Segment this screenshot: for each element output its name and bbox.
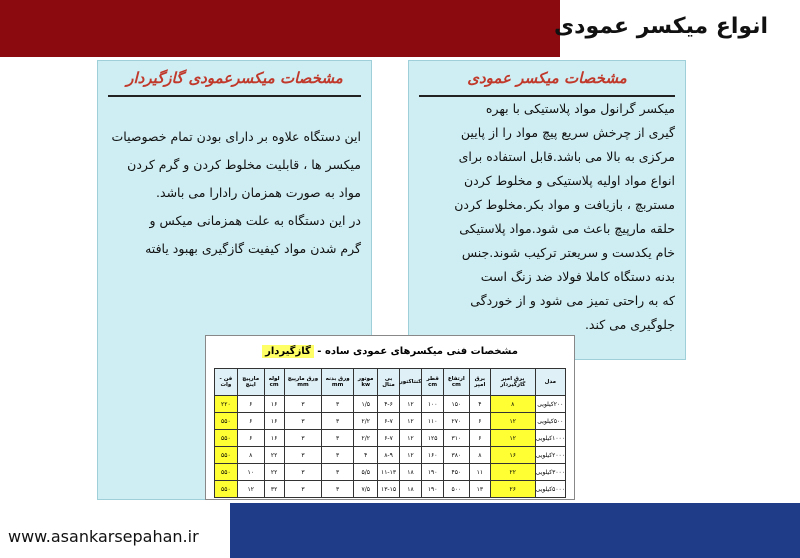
spec-table-cell: ۱۶ — [264, 396, 284, 413]
spec-table-cell: ۱۱ — [469, 464, 490, 481]
spec-table-cell: ۶ — [469, 413, 490, 430]
spec-table-cell: ۲۰۰کیلویی — [535, 396, 565, 413]
spec-table-header-cell: ورق مارپیچ mm — [284, 369, 322, 396]
spec-table-header-cell: ارتفاع cm — [443, 369, 469, 396]
spec-table-cell: ۱۱-۱۳ — [378, 464, 399, 481]
spec-table-cell: ۱۸ — [399, 464, 422, 481]
spec-table-cell: ۲۲ — [264, 464, 284, 481]
spec-table-cell: ۶-۷ — [378, 413, 399, 430]
spec-table-title — [206, 346, 574, 357]
spec-table-cell: ۶ — [469, 430, 490, 447]
spec-table-header-row — [215, 369, 566, 396]
spec-table-cell: ۱۳-۱۵ — [378, 481, 399, 498]
spec-table-cell: ۱/۵ — [354, 396, 378, 413]
website-url: www.asankarsepahan.ir — [8, 527, 199, 546]
table-row — [215, 413, 566, 430]
spec-table-title-highlight: گازگیردار — [262, 345, 314, 358]
spec-table-cell: ۱۰۰ — [422, 396, 443, 413]
table-row — [215, 464, 566, 481]
spec-table-card — [205, 335, 575, 500]
spec-table-cell: ۱۸ — [399, 481, 422, 498]
spec-table-cell: ۱۶۰ — [422, 447, 443, 464]
spec-table-cell: ۴ — [354, 447, 378, 464]
spec-table-cell: ۶ — [237, 396, 264, 413]
spec-table-cell: ۸ — [237, 447, 264, 464]
spec-table-cell: ۱۶ — [264, 413, 284, 430]
spec-table-cell: ۳ — [322, 413, 354, 430]
description-line: بدنه دستگاه کاملا فولاد ضد زنگ است — [480, 269, 675, 284]
title-area — [554, 0, 800, 57]
spec-table-cell: ۳ — [284, 396, 322, 413]
spec-table-cell: ۳ — [284, 430, 322, 447]
spec-table-header-cell: قطر cm — [422, 369, 443, 396]
spec-table-body — [215, 396, 566, 498]
spec-table-cell: ۷/۵ — [354, 481, 378, 498]
spec-table-cell: ۶ — [237, 413, 264, 430]
spec-table-cell: ۱۰ — [237, 464, 264, 481]
spec-table-header-cell: برق امپر — [469, 369, 490, 396]
degassing-mixer-description — [98, 123, 371, 263]
page-title: انواع میکسر عمودی — [554, 14, 768, 39]
vertical-mixer-description — [409, 97, 685, 337]
spec-table-cell: ۳ — [322, 447, 354, 464]
spec-table-cell: ۳۸۰ — [443, 447, 469, 464]
spec-table-cell: ۳۰۰۰کیلویی — [535, 464, 565, 481]
description-line: مستربچ ، بازیافت و مواد بکر.مخلوط کردن — [454, 197, 675, 212]
spec-table-cell: ۴-۶ — [378, 396, 399, 413]
spec-table-cell: ۳۱۰ — [443, 430, 469, 447]
spec-table-cell: ۵۵۰ — [215, 481, 238, 498]
spec-table-cell: ۱۲ — [490, 430, 535, 447]
spec-table-cell: ۱۹۰ — [422, 481, 443, 498]
spec-table-header-cell: مارپیچ اینچ — [237, 369, 264, 396]
spec-table-cell: ۱۶ — [490, 447, 535, 464]
spec-table-cell: ۲/۲ — [354, 413, 378, 430]
spec-table — [214, 368, 566, 498]
spec-table-cell: ۳ — [322, 430, 354, 447]
spec-table-header-cell: فن - وات — [215, 369, 238, 396]
description-line: خام یکدست و سریعتر ترکیب شوند.جنس — [461, 245, 675, 260]
description-line: در این دستگاه به علت همزمانی میکس و — [149, 213, 361, 228]
description-line: مرکزی به بالا می باشد.قابل استفاده برای — [458, 149, 675, 164]
degassing-mixer-heading: مشخصات میکسرعمودی گازگیردار — [126, 69, 343, 87]
spec-table-cell: ۲۲۰ — [215, 396, 238, 413]
spec-table-cell: ۱۰۰۰کیلویی — [535, 430, 565, 447]
spec-table-cell: ۱۲ — [399, 396, 422, 413]
spec-table-cell: ۵۰۰کیلویی — [535, 413, 565, 430]
description-line: گرم شدن مواد کیفیت گازگیری بهبود یافته — [145, 241, 361, 256]
bottom-banner-blue — [230, 503, 800, 558]
spec-table-cell: ۵۰۰۰کیلویی — [535, 481, 565, 498]
spec-table-cell: ۳۲ — [264, 481, 284, 498]
table-row — [215, 396, 566, 413]
spec-table-header-cell: ورق بدنه mm — [322, 369, 354, 396]
spec-table-cell: ۳ — [284, 447, 322, 464]
spec-table-cell: ۱۲ — [399, 413, 422, 430]
spec-table-header-cell: لوله cm — [264, 369, 284, 396]
spec-table-cell: ۳ — [322, 481, 354, 498]
table-row — [215, 447, 566, 464]
spec-table-cell: ۵۵۰ — [215, 447, 238, 464]
spec-table-cell: ۵/۵ — [354, 464, 378, 481]
spec-table-header-cell: برق امپر گازگیردار — [490, 369, 535, 396]
vertical-mixer-heading: مشخصات میکسر عمودی — [467, 69, 627, 87]
spec-table-cell: ۵۵۰ — [215, 413, 238, 430]
spec-table-cell: ۴ — [469, 396, 490, 413]
description-line: انواع مواد اولیه پلاستیکی و مخلوط کردن — [464, 173, 675, 188]
spec-table-cell: ۲۰۰۰کیلویی — [535, 447, 565, 464]
spec-table-header-cell: کنتاکتور — [399, 369, 422, 396]
spec-table-cell: ۵۵۰ — [215, 430, 238, 447]
spec-table-cell: ۳ — [322, 396, 354, 413]
spec-table-cell: ۱۲ — [237, 481, 264, 498]
spec-table-header-cell: بی متال — [378, 369, 399, 396]
description-line: میکسر گرانول مواد پلاستیکی با بهره — [485, 101, 675, 116]
spec-table-cell: ۲۷۰ — [443, 413, 469, 430]
table-row — [215, 430, 566, 447]
description-line: جلوگیری می کند. — [584, 317, 675, 332]
spec-table-cell: ۲/۲ — [354, 430, 378, 447]
spec-table-cell: ۱۹۰ — [422, 464, 443, 481]
spec-table-cell: ۲۲ — [264, 447, 284, 464]
spec-table-cell: ۳ — [322, 464, 354, 481]
spec-table-cell: ۱۵۰ — [443, 396, 469, 413]
spec-table-cell: ۱۱۰ — [422, 413, 443, 430]
spec-table-cell: ۶ — [237, 430, 264, 447]
description-line: میکسر ها ، قابلیت مخلوط کردن و گرم کردن — [127, 157, 361, 172]
description-line: که به راحتی تمیز می شود و از خوردگی — [470, 293, 675, 308]
spec-table-cell: ۲۶ — [490, 481, 535, 498]
spec-table-cell: ۵۰۰ — [443, 481, 469, 498]
spec-table-cell: ۸ — [490, 396, 535, 413]
spec-table-cell: ۴۵۰ — [443, 464, 469, 481]
spec-table-cell: ۲۲ — [490, 464, 535, 481]
spec-table-cell: ۸-۹ — [378, 447, 399, 464]
spec-table-cell: ۱۲ — [399, 430, 422, 447]
spec-table-cell: ۶-۷ — [378, 430, 399, 447]
spec-table-cell: ۱۲ — [490, 413, 535, 430]
spec-table-cell: ۵۵۰ — [215, 464, 238, 481]
spec-table-cell: ۳ — [284, 481, 322, 498]
vertical-mixer-specs-panel — [408, 60, 686, 360]
spec-table-cell: ۳ — [284, 464, 322, 481]
table-row — [215, 481, 566, 498]
spec-table-cell: ۱۲ — [399, 447, 422, 464]
description-line: مواد به صورت همزمان رادارا می باشد. — [156, 185, 361, 200]
spec-table-cell: ۱۲۵ — [422, 430, 443, 447]
spec-table-title-prefix: مشخصات فنی میکسرهای عمودی ساده - — [313, 346, 518, 357]
description-line: این دستگاه علاوه بر دارای بودن تمام خصوصیات — [111, 129, 361, 144]
spec-table-cell: ۱۶ — [264, 430, 284, 447]
top-banner-red — [0, 0, 560, 57]
heading-underline — [108, 95, 361, 97]
spec-table-cell: ۳ — [284, 413, 322, 430]
spec-table-header-cell: موتور kw — [354, 369, 378, 396]
spec-table-cell: ۱۳ — [469, 481, 490, 498]
description-line: گیری از چرخش سریع پیچ مواد را از پایین — [460, 125, 675, 140]
spec-table-cell: ۸ — [469, 447, 490, 464]
spec-table-header-cell: مدل — [535, 369, 565, 396]
description-line: حلقه مارپیچ باعث می شود.مواد پلاستیکی — [459, 221, 675, 236]
